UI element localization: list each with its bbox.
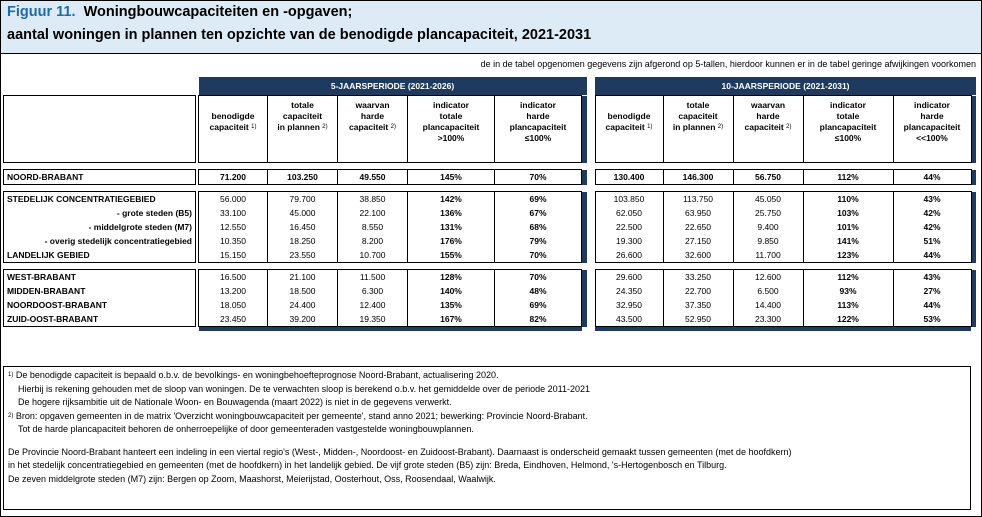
footnote-2-line-b: Tot de harde plancapaciteit behoren de onherroepelijke of door gemeenteraden vastgestelde woningbouwplannen. bbox=[18, 424, 474, 434]
column-header-line: plancapaciteit bbox=[903, 122, 961, 132]
value-cell: 13.200 bbox=[199, 284, 268, 298]
column-threshold: ≤100% bbox=[834, 133, 862, 143]
value-cell: 141% bbox=[803, 234, 893, 248]
figure-label: Figuur 11. bbox=[7, 4, 76, 20]
value-cell: 18.250 bbox=[268, 234, 338, 248]
value-cell: 145% bbox=[408, 170, 495, 185]
value-cell: 56.750 bbox=[733, 170, 803, 185]
value-cell: 79.700 bbox=[268, 192, 338, 207]
value-cell: 23.550 bbox=[268, 248, 338, 263]
value-cell: 56.000 bbox=[199, 192, 268, 207]
value-cell: 113% bbox=[803, 298, 893, 312]
value-cell: 142% bbox=[408, 192, 495, 207]
footnotes bbox=[3, 366, 971, 510]
value-cell: 103.850 bbox=[595, 192, 663, 207]
value-cell: 123% bbox=[803, 248, 893, 263]
footnote-ref: 2) bbox=[322, 124, 328, 130]
column-threshold: <<100% bbox=[916, 133, 948, 143]
capacity-table bbox=[3, 77, 976, 331]
column-threshold: >100% bbox=[437, 133, 465, 143]
value-cell: 10.700 bbox=[338, 248, 408, 263]
column-header-line: indicator bbox=[520, 100, 556, 110]
value-cell: 19.350 bbox=[338, 312, 408, 327]
value-cell: 49.550 bbox=[338, 170, 408, 185]
value-cell: 11.700 bbox=[733, 248, 803, 263]
value-cell: 103.250 bbox=[268, 170, 338, 185]
value-cell: 128% bbox=[408, 270, 495, 285]
footnote-ref: 2) bbox=[390, 124, 396, 130]
column-header-line: plancapaciteit bbox=[819, 122, 877, 132]
column-header-line: capaciteit bbox=[605, 122, 645, 132]
value-cell: 9.850 bbox=[733, 234, 803, 248]
value-cell: 135% bbox=[408, 298, 495, 312]
value-cell: 51% bbox=[893, 234, 971, 248]
column-header-line: capaciteit bbox=[209, 122, 249, 132]
column-header-line: totale bbox=[836, 111, 860, 121]
value-cell: 63.950 bbox=[663, 206, 733, 220]
value-cell: 79% bbox=[495, 234, 582, 248]
value-cell: 25.750 bbox=[733, 206, 803, 220]
column-header bbox=[408, 96, 495, 163]
footnote-ref: 1) bbox=[647, 124, 653, 130]
column-header-line: capaciteit bbox=[744, 122, 784, 132]
value-cell: 140% bbox=[408, 284, 495, 298]
value-cell: 48% bbox=[495, 284, 582, 298]
value-cell: 22.650 bbox=[663, 220, 733, 234]
footnote-ref: 2) bbox=[786, 124, 792, 130]
value-cell: 24.350 bbox=[595, 284, 663, 298]
table-row bbox=[4, 312, 977, 327]
column-header-line: capaciteit bbox=[349, 122, 389, 132]
footnote-1-marker: 1) bbox=[8, 372, 14, 378]
value-cell: 9.400 bbox=[733, 220, 803, 234]
footnote-1-text-a: De benodigde capaciteit is bepaald o.b.v. de bevolkings- en woningbehoefteprognose Noord-Brabant, actualisering 2020. bbox=[15, 370, 499, 380]
value-cell: 44% bbox=[893, 298, 971, 312]
column-header-line: capaciteit bbox=[282, 111, 323, 121]
value-cell: 12.600 bbox=[733, 270, 803, 285]
regions-note-line-3: De zeven middelgrote steden (M7) zijn: Bergen op Zoom, Maashorst, Meierijstad, Oosterhout, Oss, Roosendaal, Waalwijk. bbox=[8, 473, 496, 484]
column-header-line: benodigde bbox=[607, 111, 651, 121]
value-cell: 42% bbox=[893, 206, 971, 220]
row-label: LANDELIJK GEBIED bbox=[4, 248, 196, 263]
column-header-line: indicator bbox=[433, 100, 469, 110]
table-row bbox=[4, 192, 977, 207]
column-header bbox=[338, 96, 408, 163]
value-cell: 131% bbox=[408, 220, 495, 234]
column-header-line: plancapaciteit bbox=[422, 122, 480, 132]
value-cell: 69% bbox=[495, 192, 582, 207]
value-cell: 62.050 bbox=[595, 206, 663, 220]
value-cell: 15.150 bbox=[199, 248, 268, 263]
table-row bbox=[4, 220, 977, 234]
column-header-line: in plannen bbox=[277, 122, 320, 132]
value-cell: 146.300 bbox=[663, 170, 733, 185]
value-cell: 8.550 bbox=[338, 220, 408, 234]
value-cell: 18.050 bbox=[199, 298, 268, 312]
value-cell: 32.600 bbox=[663, 248, 733, 263]
value-cell: 155% bbox=[408, 248, 495, 263]
value-cell: 33.250 bbox=[663, 270, 733, 285]
value-cell: 16.500 bbox=[199, 270, 268, 285]
row-label: ZUID-OOST-BRABANT bbox=[4, 312, 196, 327]
value-cell: 21.100 bbox=[268, 270, 338, 285]
value-cell: 16.450 bbox=[268, 220, 338, 234]
title-text-1: Woningbouwcapaciteiten en -opgaven; bbox=[83, 4, 353, 20]
value-cell: 45.050 bbox=[733, 192, 803, 207]
row-label: NOORD-BRABANT bbox=[4, 170, 196, 185]
column-header bbox=[663, 96, 733, 163]
column-header bbox=[199, 96, 268, 163]
column-header bbox=[803, 96, 893, 163]
row-label: WEST-BRABANT bbox=[4, 270, 196, 285]
value-cell: 44% bbox=[893, 248, 971, 263]
value-cell: 70% bbox=[495, 248, 582, 263]
value-cell: 113.750 bbox=[663, 192, 733, 207]
column-header-line: totale bbox=[686, 100, 710, 110]
column-header-line: harde bbox=[360, 111, 385, 121]
row-label: MIDDEN-BRABANT bbox=[4, 284, 196, 298]
table-row bbox=[4, 284, 977, 298]
value-cell: 42% bbox=[893, 220, 971, 234]
value-cell: 167% bbox=[408, 312, 495, 327]
table-row bbox=[4, 170, 977, 185]
column-header-line: waarvan bbox=[355, 100, 390, 110]
value-cell: 70% bbox=[495, 270, 582, 285]
value-cell: 26.600 bbox=[595, 248, 663, 263]
table-row bbox=[4, 234, 977, 248]
value-cell: 43.500 bbox=[595, 312, 663, 327]
footnote-1-line-a bbox=[8, 369, 966, 383]
column-header bbox=[495, 96, 582, 163]
value-cell: 12.400 bbox=[338, 298, 408, 312]
table-row bbox=[4, 270, 977, 285]
column-header-line: harde bbox=[526, 111, 550, 121]
column-header-line: benodigde bbox=[211, 111, 255, 121]
value-cell: 112% bbox=[803, 170, 893, 185]
value-cell: 10.350 bbox=[199, 234, 268, 248]
value-cell: 43% bbox=[893, 192, 971, 207]
value-cell: 8.200 bbox=[338, 234, 408, 248]
column-header-line: harde bbox=[756, 111, 780, 121]
footnote-ref: 2) bbox=[717, 124, 724, 130]
column-header-line: plancapaciteit bbox=[509, 122, 567, 132]
row-label: - grote steden (B5) bbox=[4, 206, 196, 220]
value-cell: 33.100 bbox=[199, 206, 268, 220]
value-cell: 112% bbox=[803, 270, 893, 285]
value-cell: 136% bbox=[408, 206, 495, 220]
footnote-ref: 1) bbox=[251, 124, 257, 130]
value-cell: 38.850 bbox=[338, 192, 408, 207]
value-cell: 44% bbox=[893, 170, 971, 185]
footnote-2-text-a: Bron: opgaven gemeenten in de matrix 'Overzicht woningbouwcapaciteit per gemeente', stand anno 2021; bewerking: Provincie Noord-Brabant. bbox=[15, 410, 588, 421]
value-cell: 6.300 bbox=[338, 284, 408, 298]
value-cell: 22.700 bbox=[663, 284, 733, 298]
column-header-line: in plannen bbox=[672, 122, 716, 132]
table-row bbox=[4, 248, 977, 263]
value-cell: 39.200 bbox=[268, 312, 338, 327]
value-cell: 71.200 bbox=[199, 170, 268, 185]
column-threshold: ≤100% bbox=[524, 133, 552, 143]
column-header-line: totale bbox=[291, 100, 314, 110]
value-cell: 27% bbox=[893, 284, 971, 298]
footnote-2-line-a bbox=[8, 410, 966, 424]
region-header-cell bbox=[4, 96, 196, 163]
column-header bbox=[595, 96, 663, 163]
value-cell: 176% bbox=[408, 234, 495, 248]
value-cell: 52.950 bbox=[663, 312, 733, 327]
row-label: NOORDOOST-BRABANT bbox=[4, 298, 196, 312]
value-cell: 27.150 bbox=[663, 234, 733, 248]
value-cell: 68% bbox=[495, 220, 582, 234]
rounding-note: de in de tabel opgenomen gegevens zijn afgerond op 5-tallen, hierdoor kunnen er in de tabel geringe afwijkingen voorkomen bbox=[480, 59, 976, 69]
row-label: - overig stedelijk concentratiegebied bbox=[4, 234, 196, 248]
column-header-line: harde bbox=[920, 111, 944, 121]
column-header bbox=[733, 96, 803, 163]
value-cell: 11.500 bbox=[338, 270, 408, 285]
value-cell: 82% bbox=[495, 312, 582, 327]
regions-note-line-2: in het stedelijk concentratiegebied en gemeenten (met de hoofdkern) in het landelijk gebied. De vijf grote steden (B5) zijn: Breda, Eindhoven, Helmond, 's-Hertogenbosch en Tilburg. bbox=[8, 460, 727, 470]
value-cell: 24.400 bbox=[268, 298, 338, 312]
footnote-1-line-c: De hogere rijksambitie uit de Nationale Woon- en Bouwagenda (maart 2022) is niet in de gegevens verwerkt. bbox=[18, 397, 452, 407]
value-cell: 29.600 bbox=[595, 270, 663, 285]
value-cell: 23.300 bbox=[733, 312, 803, 327]
value-cell: 110% bbox=[803, 192, 893, 207]
column-header bbox=[268, 96, 338, 163]
column-header bbox=[893, 96, 971, 163]
value-cell: 103% bbox=[803, 206, 893, 220]
period-5yr-header: 5-JAARSPERIODE (2021-2026) bbox=[199, 77, 587, 96]
column-header-line: capaciteit bbox=[678, 111, 718, 121]
value-cell: 67% bbox=[495, 206, 582, 220]
value-cell: 43% bbox=[893, 270, 971, 285]
value-cell: 70% bbox=[495, 170, 582, 185]
column-header-line: totale bbox=[439, 111, 463, 121]
value-cell: 53% bbox=[893, 312, 971, 327]
table-row bbox=[4, 206, 977, 220]
value-cell: 101% bbox=[803, 220, 893, 234]
value-cell: 69% bbox=[495, 298, 582, 312]
capacity-table-wrap bbox=[3, 77, 977, 359]
value-cell: 37.350 bbox=[663, 298, 733, 312]
value-cell: 22.500 bbox=[595, 220, 663, 234]
period-10yr-header: 10-JAARSPERIODE (2021-2031) bbox=[595, 77, 976, 96]
value-cell: 122% bbox=[803, 312, 893, 327]
value-cell: 19.300 bbox=[595, 234, 663, 248]
row-label: STEDELIJK CONCENTRATIEGEBIED bbox=[4, 192, 196, 207]
table-row bbox=[4, 298, 977, 312]
value-cell: 32.950 bbox=[595, 298, 663, 312]
column-header-line: indicator bbox=[830, 100, 866, 110]
column-header-line: waarvan bbox=[750, 100, 786, 110]
figure-title-line1 bbox=[7, 4, 352, 20]
value-cell: 23.450 bbox=[199, 312, 268, 327]
value-cell: 45.000 bbox=[268, 206, 338, 220]
figure-title-line2: aantal woningen in plannen ten opzichte van de benodigde plancapaciteit, 2021-2031 bbox=[7, 27, 592, 43]
value-cell: 12.550 bbox=[199, 220, 268, 234]
value-cell: 93% bbox=[803, 284, 893, 298]
value-cell: 6.500 bbox=[733, 284, 803, 298]
figure-header bbox=[1, 1, 981, 54]
footnote-2-marker: 2) bbox=[8, 412, 14, 419]
row-label: - middelgrote steden (M7) bbox=[4, 220, 196, 234]
value-cell: 14.400 bbox=[733, 298, 803, 312]
value-cell: 22.100 bbox=[338, 206, 408, 220]
footnote-1-line-b: Hierbij is rekening gehouden met de sloop van woningen. De te verwachten sloop is berekend o.b.v. het gemiddelde over de periode 2011-2021 bbox=[18, 383, 591, 394]
regions-note-line-1: De Provincie Noord-Brabant hanteert een indeling in een viertal regio's (West-, Midden-, Noordoost- en Zuidoost-Brabant). Daarnaast is onderscheid gemaakt tussen gemeenten (met de hoofdkern) bbox=[8, 446, 792, 457]
column-header-line: indicator bbox=[914, 100, 950, 110]
value-cell: 130.400 bbox=[595, 170, 663, 185]
value-cell: 18.500 bbox=[268, 284, 338, 298]
